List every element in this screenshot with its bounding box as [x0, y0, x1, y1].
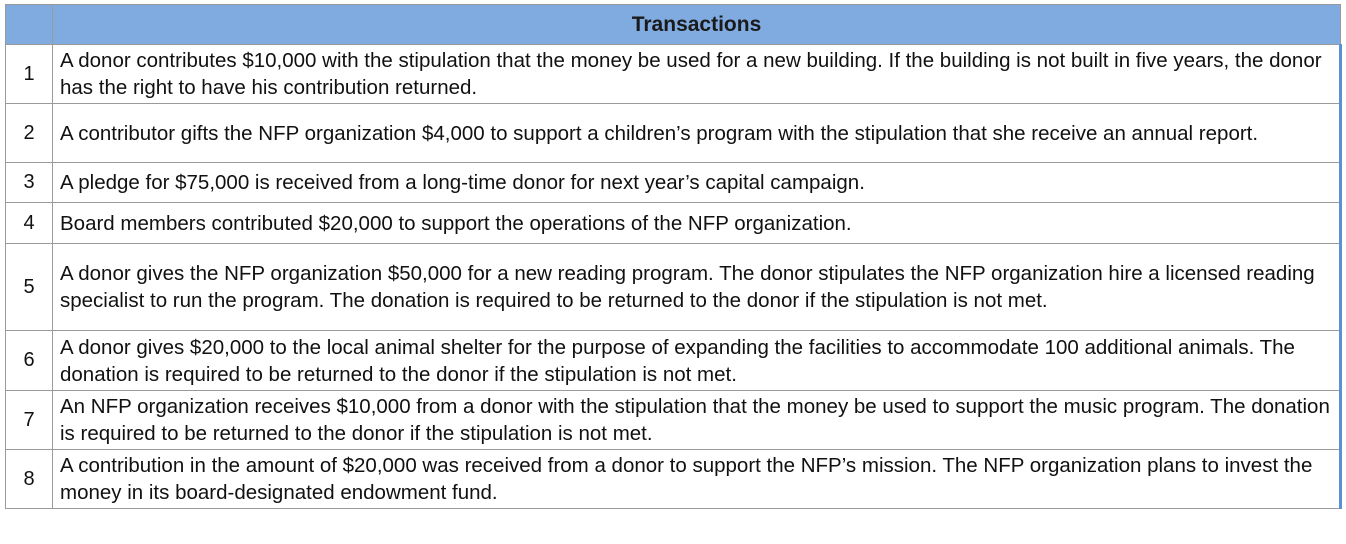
row-number: 6 [6, 331, 53, 391]
row-number: 7 [6, 391, 53, 450]
transactions-table [5, 4, 1342, 509]
transaction-text: A contribution in the amount of $20,000 was received from a donor to support the NFP’s mission. The NFP organization plans to invest the money in its board-designated endowment fund. [53, 450, 1341, 509]
table-row [6, 104, 1341, 163]
row-number: 4 [6, 203, 53, 244]
table-row [6, 391, 1341, 450]
table-row [6, 331, 1341, 391]
number-column-header [6, 5, 53, 45]
row-number: 2 [6, 104, 53, 163]
transaction-text: Board members contributed $20,000 to support the operations of the NFP organization. [53, 203, 1341, 244]
row-number: 1 [6, 45, 53, 104]
table-row [6, 450, 1341, 509]
transactions-header: Transactions [53, 5, 1341, 45]
transaction-text: A donor contributes $10,000 with the stipulation that the money be used for a new building. If the building is not built in five years, the donor has the right to have his contribution returned. [53, 45, 1341, 104]
table-row [6, 203, 1341, 244]
transaction-text: A donor gives the NFP organization $50,000 for a new reading program. The donor stipulates the NFP organization hire a licensed reading specialist to run the program. The donation is required to be returned to the donor if the stipulation is not met. [53, 244, 1341, 331]
row-number: 5 [6, 244, 53, 331]
transaction-text: An NFP organization receives $10,000 from a donor with the stipulation that the money be used to support the music program. The donation is required to be returned to the donor if the stipulation is not met. [53, 391, 1341, 450]
transaction-text: A pledge for $75,000 is received from a long-time donor for next year’s capital campaign. [53, 163, 1341, 203]
table-row [6, 163, 1341, 203]
table-row [6, 45, 1341, 104]
row-number: 3 [6, 163, 53, 203]
table-header-row [6, 5, 1341, 45]
row-number: 8 [6, 450, 53, 509]
transaction-text: A contributor gifts the NFP organization $4,000 to support a children’s program with the stipulation that she receive an annual report. [53, 104, 1341, 163]
transaction-text: A donor gives $20,000 to the local animal shelter for the purpose of expanding the facilities to accommodate 100 additional animals. The donation is required to be returned to the donor if the stipulation is not met. [53, 331, 1341, 391]
table-row [6, 244, 1341, 331]
